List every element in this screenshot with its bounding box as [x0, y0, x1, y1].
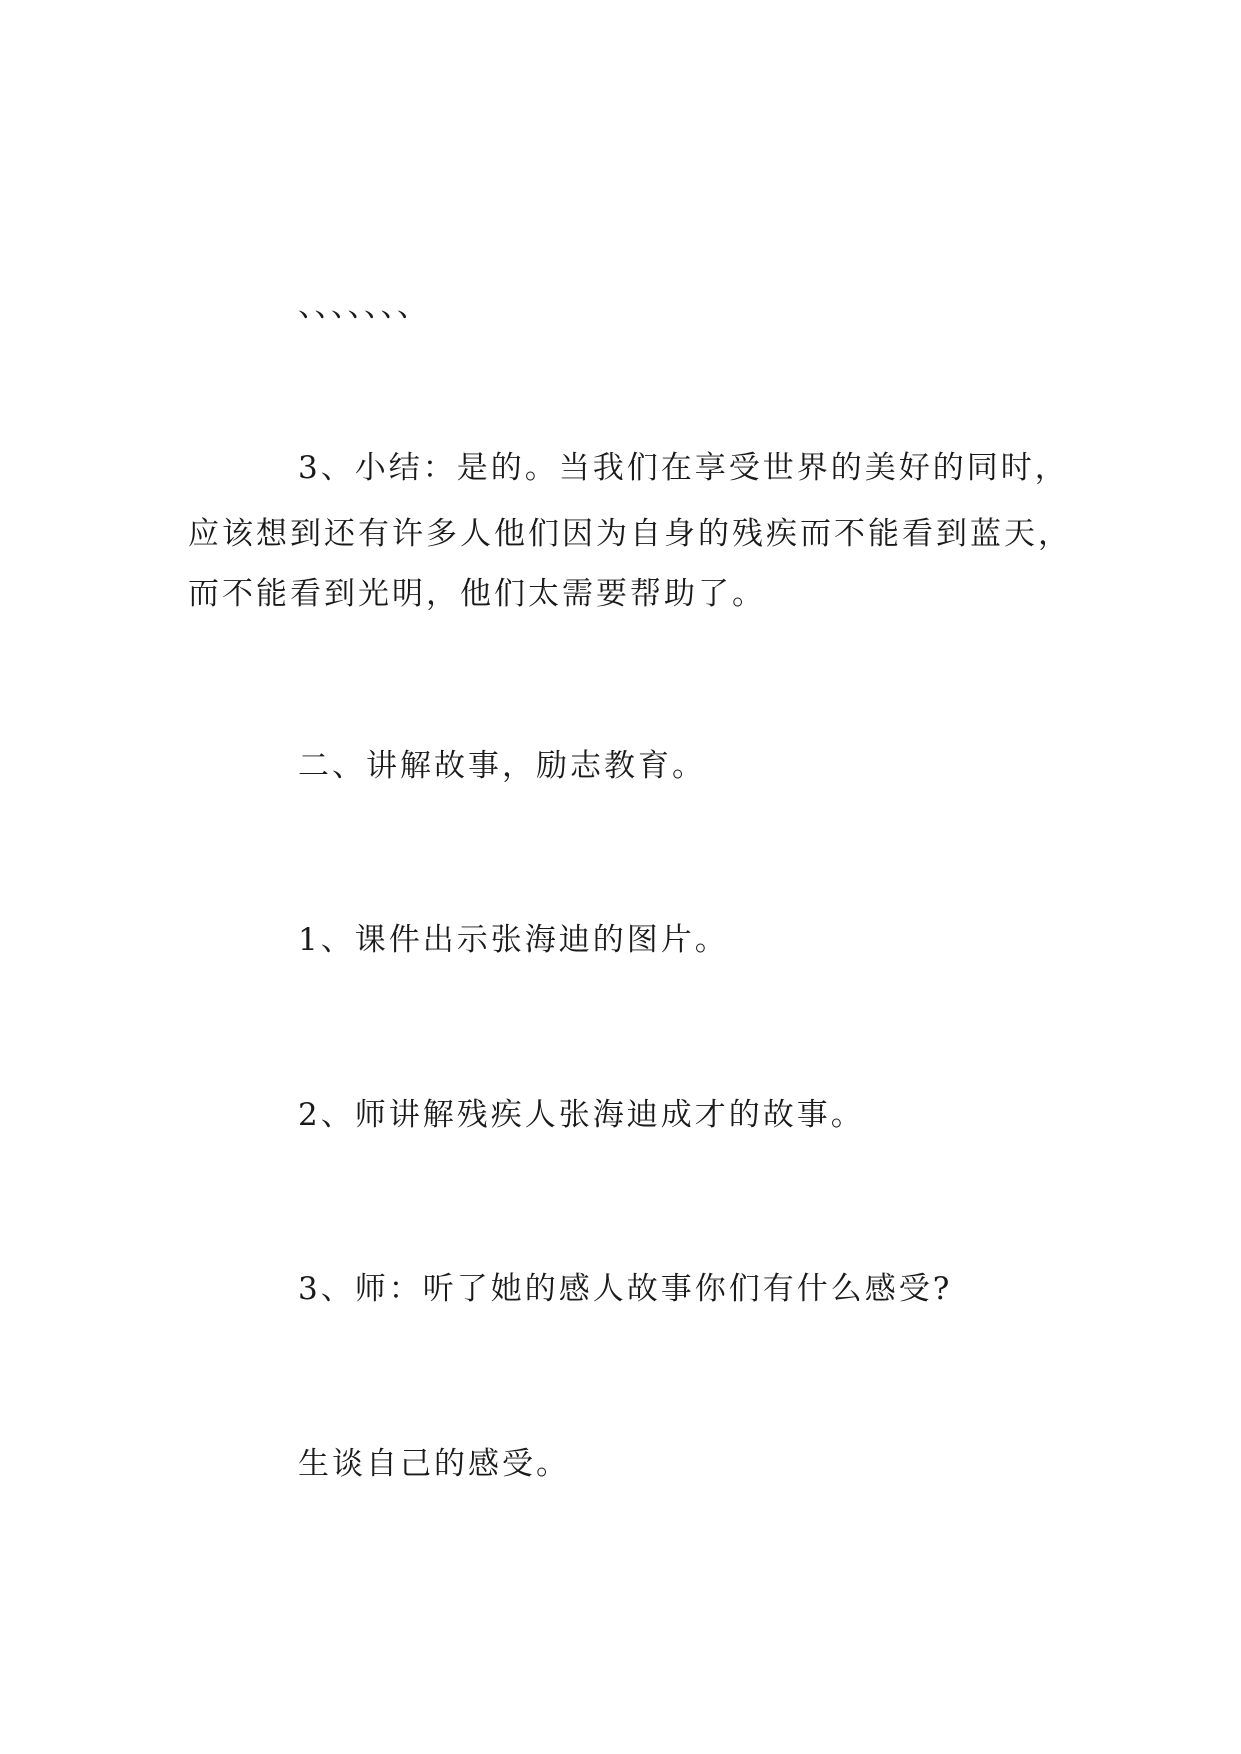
summary-line-3: 而不能看到光明，他们太需要帮助了。	[188, 576, 766, 612]
section-heading: 二、讲解故事，励志教育。	[298, 748, 706, 784]
step-2-text: 2、师讲解残疾人张海迪成才的故事。	[298, 1097, 865, 1133]
summary-line-2: 应该想到还有许多人他们因为自身的残疾而不能看到蓝天，	[188, 516, 1072, 552]
step-1-text: 1、课件出示张海迪的图片。	[298, 922, 729, 958]
step-3-text: 3、师：听了她的感人故事你们有什么感受?	[298, 1271, 953, 1307]
summary-line-1: 3、小结：是的。当我们在享受世界的美好的同时，	[298, 450, 1069, 486]
student-response-text: 生谈自己的感受。	[298, 1446, 570, 1482]
ellipsis-marks: 、、、、、、、	[298, 288, 429, 324]
